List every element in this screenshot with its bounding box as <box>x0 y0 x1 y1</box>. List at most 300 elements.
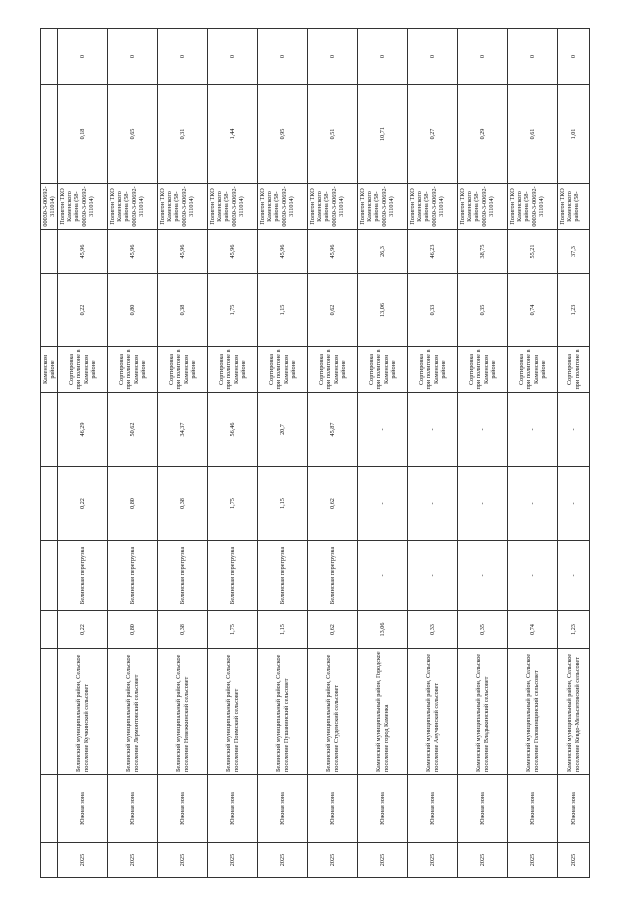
other-cell-text: 0 <box>569 54 577 59</box>
facility-amount-cell <box>258 467 307 541</box>
sorting-cell <box>458 347 507 393</box>
other-cell-text: 0 <box>478 54 486 59</box>
facility-amount-cell <box>408 467 457 541</box>
facility-percent-cell-text: 20,7 <box>278 424 286 435</box>
facility-percent-cell <box>358 393 407 467</box>
polygon-cell <box>58 184 107 230</box>
mass-cell-text: 0,35 <box>478 624 486 635</box>
sorting-cell-text: Сортировка при полигоне в Каменском районе <box>68 349 97 390</box>
facility-cell <box>58 541 107 611</box>
facility-amount-cell <box>558 467 589 541</box>
settlement-cell-text: Белинский муниципальный район, Сельское поселение Студенский сельсовет <box>325 654 340 772</box>
polygon-amount-cell-text: 0,51 <box>328 128 336 140</box>
sorting-percent-cell <box>508 230 557 274</box>
year-cell <box>308 843 357 878</box>
other-cell-text: 0 <box>328 54 336 59</box>
mass-cell-text: 0,80 <box>128 624 136 635</box>
zone-cell <box>58 775 107 843</box>
polygon-cell <box>508 184 557 230</box>
year-cell-text: 2025 <box>528 853 536 867</box>
mass-cell <box>208 611 257 649</box>
sorting-percent-cell-text: 46,23 <box>428 244 436 259</box>
facility-percent-cell-text: - <box>528 428 536 431</box>
sorting-cell-text: Сортировка при полигоне в Каменском районе <box>318 349 347 390</box>
other-cell <box>58 28 107 85</box>
sorting-amount-cell-text: 0,22 <box>78 304 86 316</box>
polygon-amount-cell <box>308 85 357 184</box>
facility-cell-text: Белинская перегрузка <box>278 546 286 605</box>
facility-percent-cell <box>558 393 589 467</box>
sorting-percent-cell <box>208 230 257 274</box>
polygon-cell-text: Полигон ТКО Каменского района (58-00030-3-00692-311014) <box>59 186 95 227</box>
facility-cell-text: Белинская перегрузка <box>128 546 136 605</box>
year-cell-text: 2025 <box>128 853 136 867</box>
table-row <box>308 28 358 878</box>
other-cell-text: 0 <box>378 54 386 59</box>
zone-cell-text: Южная зона <box>528 792 536 825</box>
other-cell <box>508 28 557 85</box>
zone-cell-text: Южная зона <box>328 792 336 825</box>
facility-percent-cell <box>108 393 157 467</box>
facility-percent-cell <box>408 393 457 467</box>
polygon-cell <box>258 184 307 230</box>
mass-cell <box>508 611 557 649</box>
other-cell-text: 0 <box>528 54 536 59</box>
sorting-amount-cell-text: 0,35 <box>478 304 486 316</box>
facility-cell <box>308 541 357 611</box>
polygon-amount-cell <box>108 85 157 184</box>
sorting-cell <box>108 347 157 393</box>
polygon-cell-text: Полигон ТКО Каменского района (58-00030-3-00692-311014) <box>259 186 295 227</box>
mass-cell-text: 13,06 <box>378 622 386 637</box>
polygon-amount-cell <box>208 85 257 184</box>
sorting-cell <box>258 347 307 393</box>
polygon-amount-cell-text: 0,61 <box>528 128 536 140</box>
year-cell-text: 2025 <box>328 853 336 867</box>
facility-percent-cell-text: - <box>478 428 486 431</box>
settlement-cell-text: Белинский муниципальный район, Сельское поселение Невежкинский сельсовет <box>175 654 190 772</box>
facility-percent-cell-text: 34,37 <box>178 422 186 437</box>
zone-cell <box>408 775 457 843</box>
waste-flow-table <box>40 28 590 878</box>
settlement-cell <box>308 649 357 775</box>
sorting-percent-cell-text: 45,96 <box>328 244 336 259</box>
zone-cell-text: Южная зона <box>128 792 136 825</box>
year-cell <box>108 843 157 878</box>
facility-percent-cell-text: - <box>569 428 577 431</box>
zone-cell-text: Южная зона <box>228 792 236 825</box>
settlement-cell <box>358 649 407 775</box>
facility-amount-cell-text: - <box>478 502 486 505</box>
year-cell-text: 2025 <box>378 853 386 867</box>
facility-amount-cell-text: - <box>569 502 577 505</box>
sorting-amount-cell <box>158 274 207 347</box>
polygon-cell-text: Полигон ТКО Каменского района (58-00030-3-00692-311014) <box>509 186 545 227</box>
other-cell <box>108 28 157 85</box>
settlement-cell-text: Каменский муниципальный район, Сельское поселение Анучинский сельсовет <box>425 653 440 772</box>
sorting-cell-text: Сортировка при полигоне в Каменском районе <box>118 349 147 390</box>
zone-cell-text: Южная зона <box>569 792 577 825</box>
sorting-amount-cell <box>108 274 157 347</box>
year-cell-text: 2025 <box>78 853 86 867</box>
polygon-cell-text: Полигон ТКО Каменского района (58-00030-3-00692-311014) <box>109 186 145 227</box>
sorting-percent-cell <box>58 230 107 274</box>
sorting-cell-text: Сортировка при полигоне в Каменском районе <box>268 349 297 390</box>
sorting-cell <box>408 347 457 393</box>
sorting-amount-cell-text: 13,06 <box>378 303 386 317</box>
other-cell-text: 0 <box>128 54 136 59</box>
settlement-cell-text: Каменский муниципальный район, Городское поселение город Каменка <box>375 651 390 772</box>
sorting-percent-cell-text: 45,96 <box>178 244 186 259</box>
zone-cell <box>108 775 157 843</box>
polygon-cell-text: Полигон ТКО Каменского района (58-00030-3-00692-311014) <box>409 186 445 227</box>
table-row <box>508 28 558 878</box>
facility-cell <box>508 541 557 611</box>
mass-cell <box>458 611 507 649</box>
facility-cell <box>558 541 589 611</box>
sorting-amount-cell <box>358 274 407 347</box>
polygon-cell <box>41 184 57 230</box>
year-cell-text: 2025 <box>228 853 236 867</box>
settlement-cell <box>458 649 507 775</box>
facility-cell <box>258 541 307 611</box>
facility-amount-cell-text: 0,80 <box>128 498 136 509</box>
mass-cell-text: 0,33 <box>428 624 436 635</box>
zone-cell <box>358 775 407 843</box>
sorting-percent-cell <box>408 230 457 274</box>
facility-percent-cell <box>41 393 57 467</box>
facility-cell-text: Белинская перегрузка <box>328 546 336 605</box>
facility-amount-cell <box>158 467 207 541</box>
year-cell <box>258 843 307 878</box>
polygon-cell <box>308 184 357 230</box>
sorting-cell-text: Сортировка при полигоне в Каменском районе <box>518 349 547 390</box>
facility-cell-text: Белинская перегрузка <box>178 546 186 605</box>
mass-cell <box>41 611 57 649</box>
other-cell <box>258 28 307 85</box>
facility-cell-text: Белинская перегрузка <box>228 546 236 605</box>
sorting-percent-cell <box>308 230 357 274</box>
mass-cell <box>108 611 157 649</box>
polygon-cell-text: Полигон ТКО Каменского района (58-00030-3-00692-311014) <box>359 186 395 227</box>
sorting-cell <box>308 347 357 393</box>
sorting-cell <box>508 347 557 393</box>
other-cell <box>158 28 207 85</box>
sorting-amount-cell <box>508 274 557 347</box>
polygon-cell-text: Полигон ТКО Каменского района (58- <box>559 188 581 225</box>
sorting-percent-cell-text: 26,3 <box>378 246 386 257</box>
polygon-cell-text: Полигон ТКО Каменского района (58-00030-3-00692-311014) <box>159 186 195 227</box>
polygon-amount-cell <box>508 85 557 184</box>
facility-percent-cell <box>258 393 307 467</box>
sorting-cell-text: Каменском районе <box>41 354 56 385</box>
mass-cell-text: 0,22 <box>78 624 86 635</box>
facility-amount-cell <box>358 467 407 541</box>
zone-cell <box>41 775 57 843</box>
settlement-cell-text: Каменский муниципальный район, Сельское поселение Кевдо-Мельситовский сельсовет <box>566 653 581 772</box>
sorting-amount-cell <box>308 274 357 347</box>
mass-cell <box>408 611 457 649</box>
settlement-cell <box>158 649 207 775</box>
year-cell <box>41 843 57 878</box>
mass-cell <box>158 611 207 649</box>
other-cell <box>358 28 407 85</box>
sorting-percent-cell <box>258 230 307 274</box>
facility-amount-cell-text: 0,22 <box>78 498 86 509</box>
year-cell-text: 2025 <box>569 853 577 867</box>
year-cell <box>358 843 407 878</box>
sorting-amount-cell <box>408 274 457 347</box>
facility-percent-cell-text: - <box>428 428 436 431</box>
facility-cell <box>458 541 507 611</box>
facility-percent-cell-text: 50,62 <box>128 422 136 437</box>
facility-percent-cell <box>58 393 107 467</box>
sorting-amount-cell-text: 1,15 <box>278 304 286 316</box>
polygon-amount-cell-text: 1,01 <box>569 128 577 140</box>
polygon-cell <box>158 184 207 230</box>
sorting-amount-cell <box>41 274 57 347</box>
facility-cell <box>208 541 257 611</box>
table-row <box>408 28 458 878</box>
polygon-amount-cell-text: 0,29 <box>478 128 486 140</box>
polygon-amount-cell-text: 0,95 <box>278 128 286 140</box>
sorting-percent-cell-text: 45,96 <box>78 244 86 259</box>
other-cell-text: 0 <box>278 54 286 59</box>
zone-cell-text: Южная зона <box>428 792 436 825</box>
sorting-cell <box>158 347 207 393</box>
sorting-amount-cell-text: 0,80 <box>128 304 136 316</box>
facility-percent-cell <box>508 393 557 467</box>
table-row <box>358 28 408 878</box>
polygon-amount-cell <box>41 85 57 184</box>
zone-cell-text: Южная зона <box>378 792 386 825</box>
facility-cell-text: Белинская перегрузка <box>78 546 86 605</box>
zone-cell-text: Южная зона <box>78 792 86 825</box>
sorting-percent-cell <box>458 230 507 274</box>
sorting-amount-cell-text: 0,62 <box>328 304 336 316</box>
other-cell <box>41 28 57 85</box>
facility-amount-cell-text: - <box>378 502 386 505</box>
other-cell-text: 0 <box>428 54 436 59</box>
sorting-amount-cell-text: 0,33 <box>428 304 436 316</box>
sorting-amount-cell-text: 1,23 <box>569 304 577 316</box>
other-cell <box>408 28 457 85</box>
facility-percent-cell-text: - <box>378 428 386 431</box>
facility-percent-cell-text: 45,87 <box>328 422 336 437</box>
zone-cell-text: Южная зона <box>278 792 286 825</box>
sorting-percent-cell-text: 45,96 <box>128 244 136 259</box>
sorting-cell <box>41 347 57 393</box>
facility-amount-cell-text: - <box>528 502 536 505</box>
mass-cell-text: 1,23 <box>569 624 577 635</box>
sorting-percent-cell-text: 45,96 <box>228 244 236 259</box>
sorting-percent-cell-text: 37,3 <box>569 246 577 257</box>
facility-amount-cell-text: 1,75 <box>228 498 236 509</box>
sorting-cell <box>358 347 407 393</box>
polygon-cell <box>208 184 257 230</box>
table-row <box>558 28 590 878</box>
sorting-amount-cell-text: 1,75 <box>228 304 236 316</box>
polygon-amount-cell <box>58 85 107 184</box>
mass-cell-text: 0,62 <box>328 624 336 635</box>
facility-amount-cell <box>458 467 507 541</box>
settlement-cell-text: Белинский муниципальный район, Сельское поселение Поимский сельсовет <box>225 654 240 772</box>
sorting-cell <box>208 347 257 393</box>
settlement-cell <box>108 649 157 775</box>
facility-cell-text: - <box>569 574 577 577</box>
polygon-amount-cell <box>258 85 307 184</box>
settlement-cell-text: Белинский муниципальный район, Сельское поселение Кучкинский сельсовет <box>75 654 90 772</box>
year-cell-text: 2025 <box>428 853 436 867</box>
settlement-cell <box>41 649 57 775</box>
polygon-amount-cell-text: 10,71 <box>378 127 386 141</box>
sorting-percent-cell-text: 55,21 <box>528 244 536 259</box>
table-row <box>58 28 108 878</box>
facility-cell <box>41 541 57 611</box>
zone-cell <box>558 775 589 843</box>
mass-cell-text: 0,74 <box>528 624 536 635</box>
facility-cell-text: - <box>378 574 386 577</box>
sorting-cell-text: Сортировка при полигоне в Каменском районе <box>468 349 497 390</box>
settlement-cell-text: Каменский муниципальный район, Сельское поселение Владыкинский сельсовет <box>475 653 490 772</box>
polygon-amount-cell-text: 0,65 <box>128 128 136 140</box>
polygon-cell-text: Полигон ТКО Каменского района (58-00030-3-00692-311014) <box>209 186 245 227</box>
facility-amount-cell <box>58 467 107 541</box>
zone-cell <box>158 775 207 843</box>
facility-amount-cell <box>308 467 357 541</box>
other-cell <box>458 28 507 85</box>
facility-cell <box>358 541 407 611</box>
polygon-amount-cell <box>358 85 407 184</box>
settlement-cell <box>258 649 307 775</box>
year-cell <box>458 843 507 878</box>
other-cell <box>558 28 589 85</box>
facility-amount-cell-text: - <box>428 502 436 505</box>
polygon-amount-cell <box>408 85 457 184</box>
facility-amount-cell-text: 1,15 <box>278 498 286 509</box>
mass-cell <box>308 611 357 649</box>
facility-cell <box>158 541 207 611</box>
year-cell <box>408 843 457 878</box>
facility-cell <box>408 541 457 611</box>
year-cell-text: 2025 <box>278 853 286 867</box>
sorting-cell-text: Сортировка при полигоне в Каменском районе <box>368 349 397 390</box>
zone-cell <box>258 775 307 843</box>
mass-cell <box>558 611 589 649</box>
polygon-amount-cell <box>158 85 207 184</box>
facility-amount-cell <box>208 467 257 541</box>
polygon-amount-cell-text: 0,18 <box>78 128 86 140</box>
polygon-amount-cell <box>558 85 589 184</box>
facility-percent-cell <box>208 393 257 467</box>
sorting-cell-text: Сортировка при полигоне в Каменском районе <box>218 349 247 390</box>
settlement-cell <box>58 649 107 775</box>
facility-amount-cell <box>108 467 157 541</box>
settlement-cell-text: Каменский муниципальный район, Сельское поселение Головинщинский сельсовет <box>525 653 540 772</box>
settlement-cell <box>408 649 457 775</box>
zone-cell <box>458 775 507 843</box>
zone-cell-text: Южная зона <box>478 792 486 825</box>
mass-cell <box>358 611 407 649</box>
other-cell-text: 0 <box>78 54 86 59</box>
sorting-percent-cell-text: 38,75 <box>478 244 486 259</box>
sorting-cell-text: Сортировка при полигоне в Каменском районе <box>168 349 197 390</box>
other-cell-text: 0 <box>178 54 186 59</box>
settlement-cell <box>208 649 257 775</box>
zone-cell <box>308 775 357 843</box>
polygon-cell-text: Полигон ТКО Каменского района (58-00030-3-00692-311014) <box>309 186 345 227</box>
facility-percent-cell <box>308 393 357 467</box>
sorting-percent-cell <box>41 230 57 274</box>
polygon-cell-text: 00030-3-00692-311014) <box>42 186 57 227</box>
sorting-percent-cell <box>108 230 157 274</box>
table-row <box>258 28 308 878</box>
polygon-amount-cell-text: 1,44 <box>228 128 236 140</box>
sorting-amount-cell-text: 0,38 <box>178 304 186 316</box>
settlement-cell <box>558 649 589 775</box>
table-row <box>40 28 58 878</box>
sorting-amount-cell <box>558 274 589 347</box>
facility-amount-cell <box>508 467 557 541</box>
table-row <box>108 28 158 878</box>
zone-cell <box>508 775 557 843</box>
year-cell <box>558 843 589 878</box>
polygon-amount-cell <box>458 85 507 184</box>
other-cell <box>308 28 357 85</box>
mass-cell <box>58 611 107 649</box>
year-cell <box>158 843 207 878</box>
facility-cell-text: - <box>478 574 486 577</box>
polygon-amount-cell-text: 0,27 <box>428 128 436 140</box>
sorting-amount-cell <box>258 274 307 347</box>
settlement-cell-text: Белинский муниципальный район, Сельское поселение Пушанинский сельсовет <box>275 654 290 772</box>
zone-cell <box>208 775 257 843</box>
mass-cell-text: 0,38 <box>178 624 186 635</box>
facility-cell <box>108 541 157 611</box>
polygon-cell-text: Полигон ТКО Каменского района (58-00030-3-00692-311014) <box>459 186 495 227</box>
facility-percent-cell-text: 56,46 <box>228 422 236 437</box>
facility-percent-cell <box>158 393 207 467</box>
polygon-cell <box>108 184 157 230</box>
table-row <box>208 28 258 878</box>
facility-cell-text: - <box>528 574 536 577</box>
facility-percent-cell <box>458 393 507 467</box>
other-cell <box>208 28 257 85</box>
facility-amount-cell <box>41 467 57 541</box>
sorting-cell-text: Сортировка при полигоне в Каменском районе <box>418 349 447 390</box>
year-cell <box>58 843 107 878</box>
sorting-percent-cell-text: 45,96 <box>278 244 286 259</box>
mass-cell-text: 1,75 <box>228 624 236 635</box>
sorting-amount-cell <box>58 274 107 347</box>
sorting-amount-cell <box>208 274 257 347</box>
polygon-amount-cell-text: 0,31 <box>178 128 186 140</box>
polygon-cell <box>408 184 457 230</box>
facility-cell-text: - <box>428 574 436 577</box>
mass-cell <box>258 611 307 649</box>
table-row <box>158 28 208 878</box>
year-cell-text: 2025 <box>178 853 186 867</box>
zone-cell-text: Южная зона <box>178 792 186 825</box>
sorting-amount-cell <box>458 274 507 347</box>
other-cell-text: 0 <box>228 54 236 59</box>
year-cell <box>208 843 257 878</box>
sorting-percent-cell <box>558 230 589 274</box>
sorting-cell <box>58 347 107 393</box>
settlement-cell-text: Белинский муниципальный район, Сельское поселение Лермонтовский сельсовет <box>125 654 140 772</box>
sorting-amount-cell-text: 0,74 <box>528 304 536 316</box>
sorting-percent-cell <box>158 230 207 274</box>
